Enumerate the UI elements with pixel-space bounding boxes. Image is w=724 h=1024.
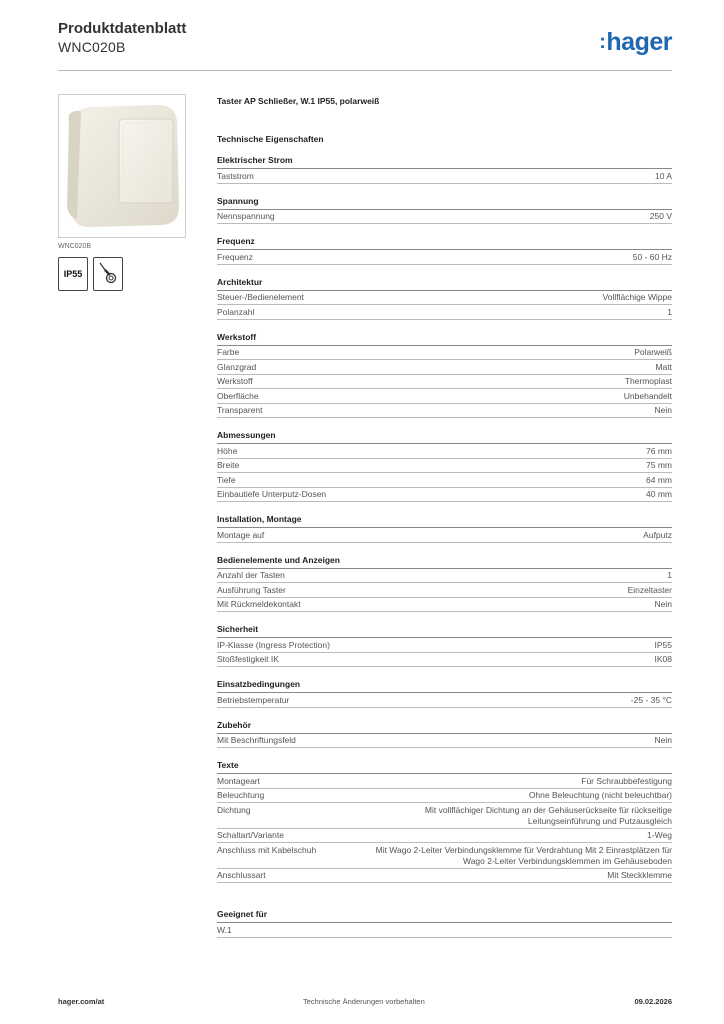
spec-value: Für Schraubbefestigung <box>581 775 672 786</box>
group-title: Elektrischer Strom <box>217 155 672 169</box>
spec-row <box>217 210 672 225</box>
spec-label: Transparent <box>217 405 263 415</box>
spec-label: Mit Beschriftungsfeld <box>217 735 296 745</box>
spec-value: 75 mm <box>646 460 672 470</box>
spec-label: Mit Rückmeldekontakt <box>217 599 301 609</box>
spec-value: 50 - 60 Hz <box>632 251 672 262</box>
spec-group <box>217 155 672 184</box>
spec-value: Mit Steckklemme <box>607 870 672 880</box>
spec-row <box>217 774 672 789</box>
spec-row <box>217 583 672 598</box>
section-title: Technische Eigenschaften <box>217 134 324 144</box>
spec-row <box>217 843 672 869</box>
spec-value: Unbehandelt <box>623 390 672 401</box>
spec-group <box>217 555 672 613</box>
footer-note: Technische Änderungen vorbehalten <box>303 997 425 1006</box>
photo-caption: WNC020B <box>58 243 92 250</box>
spec-content <box>217 95 672 950</box>
spec-groups <box>217 155 672 938</box>
hager-logo <box>599 28 672 58</box>
spec-value: Mit Wago 2-Leiter Verbindungsklemme für Verdrahtung Mit 2 Einrastplätzen für Wago 2-Leiter Verbindungsklemmen im Gehäuseboden <box>375 844 672 866</box>
spec-value: -25 - 35 °C <box>630 694 672 705</box>
spec-label: Beleuchtung <box>217 790 265 800</box>
spec-row <box>217 375 672 390</box>
spec-row <box>217 459 672 474</box>
group-title: Zubehör <box>217 720 672 734</box>
spec-value: Nein <box>654 405 672 415</box>
spec-label: Frequenz <box>217 251 253 262</box>
product-code: WNC020B <box>58 39 126 55</box>
spec-value: Vollflächige Wippe <box>602 292 672 302</box>
spec-label: Höhe <box>217 445 238 456</box>
group-title: Texte <box>217 760 672 774</box>
spec-row <box>217 528 672 543</box>
group-title: Einsatzbedingungen <box>217 679 672 693</box>
spec-value: IP55 <box>654 639 672 650</box>
spec-label: Nennspannung <box>217 211 275 221</box>
ip55-badge: IP55 <box>58 257 88 291</box>
spec-row <box>217 693 672 708</box>
group-title: Sicherheit <box>217 624 672 638</box>
footer-date: 09.02.2026 <box>634 997 672 1006</box>
spec-label: Anschlussart <box>217 870 266 880</box>
spec-label: Betriebstemperatur <box>217 694 290 705</box>
spec-label: W.1 <box>217 924 232 935</box>
spec-group <box>217 760 672 883</box>
group-title: Bedienelemente und Anzeigen <box>217 555 672 569</box>
spec-group <box>217 277 672 320</box>
spec-label: Einbautiefe Unterputz-Dosen <box>217 489 327 499</box>
spec-value: Aufputz <box>643 529 672 540</box>
spec-group <box>217 514 672 543</box>
spec-row <box>217 389 672 404</box>
spec-label: Werkstoff <box>217 376 253 386</box>
spacer <box>217 895 672 909</box>
spec-value: IK08 <box>654 654 672 664</box>
spec-group <box>217 236 672 265</box>
spec-label: Oberfläche <box>217 390 259 401</box>
spec-group <box>217 720 672 749</box>
page-header <box>58 20 672 56</box>
spec-value: 1 <box>667 570 672 580</box>
spec-row <box>217 291 672 306</box>
spec-row <box>217 923 672 938</box>
spec-label: Tiefe <box>217 474 236 485</box>
spec-value: Ohne Beleuchtung (nicht beleuchtbar) <box>528 790 672 800</box>
logo-colon: : <box>599 31 606 53</box>
spec-label: Montageart <box>217 775 260 786</box>
logo-text: hager <box>606 28 672 56</box>
spec-row <box>217 829 672 844</box>
spec-label: Anzahl der Tasten <box>217 570 285 580</box>
group-title: Installation, Montage <box>217 514 672 528</box>
spec-label: Montage auf <box>217 529 265 540</box>
spec-row <box>217 169 672 184</box>
spec-label: Schaltart/Variante <box>217 830 284 840</box>
group-title: Architektur <box>217 277 672 291</box>
spec-row <box>217 360 672 375</box>
spec-value: 10 A <box>654 170 672 181</box>
spec-row <box>217 734 672 749</box>
group-title: Frequenz <box>217 236 672 250</box>
spec-row <box>217 305 672 320</box>
spec-row <box>217 346 672 361</box>
spec-group <box>217 909 672 938</box>
spec-label: Stoßfestigkeit IK <box>217 654 279 664</box>
ring-terminal-icon <box>96 260 120 288</box>
spec-row <box>217 473 672 488</box>
group-title: Werkstoff <box>217 332 672 346</box>
spec-group <box>217 430 672 502</box>
spec-label: Anschluss mit Kabelschuh <box>217 844 317 855</box>
spec-value: 1-Weg <box>647 830 672 840</box>
spec-label: Taststrom <box>217 170 254 181</box>
spec-row <box>217 404 672 419</box>
page-title: Produktdatenblatt <box>58 20 187 37</box>
spec-label: Steuer-/Bedienelement <box>217 292 304 302</box>
spec-label: Farbe <box>217 347 240 357</box>
spec-value: 1 <box>667 306 672 317</box>
spec-row <box>217 638 672 653</box>
spec-label: IP-Klasse (Ingress Protection) <box>217 639 330 650</box>
product-photo <box>58 94 186 238</box>
group-title: Geeignet für <box>217 909 672 923</box>
spec-row <box>217 444 672 459</box>
spec-value: Thermoplast <box>624 376 672 386</box>
spec-value: Matt <box>655 361 672 372</box>
spec-row <box>217 598 672 613</box>
spec-value: Nein <box>654 599 672 609</box>
spec-label: Polanzahl <box>217 306 255 317</box>
spec-value: Nein <box>654 735 672 745</box>
spec-group <box>217 196 672 225</box>
group-title: Abmessungen <box>217 430 672 444</box>
spec-row <box>217 869 672 884</box>
spec-row <box>217 250 672 265</box>
badge-row <box>58 257 123 291</box>
spec-value: 40 mm <box>646 489 672 499</box>
spec-row <box>217 803 672 829</box>
spec-label: Dichtung <box>217 804 251 815</box>
spec-label: Breite <box>217 460 240 470</box>
spec-group <box>217 624 672 667</box>
spec-value: 250 V <box>649 211 672 221</box>
footer-website[interactable]: hager.com/at <box>58 997 105 1006</box>
spec-value: Polarweiß <box>634 347 672 357</box>
spec-row <box>217 488 672 503</box>
spec-row <box>217 569 672 584</box>
spec-value: 64 mm <box>646 474 672 485</box>
spec-label: Glanzgrad <box>217 361 257 372</box>
spec-row <box>217 789 672 804</box>
spec-value: Einzeltaster <box>627 584 672 595</box>
spec-value: Mit vollflächiger Dichtung an der Gehäuserückseite für rückseitige Leitungseinführung und Putzausgleich <box>424 804 672 826</box>
ring-terminal-badge <box>93 257 123 291</box>
switch-image <box>59 95 185 237</box>
spec-group <box>217 679 672 708</box>
product-title: Taster AP Schließer, W.1 IP55, polarweiß <box>217 96 380 106</box>
spec-label: Ausführung Taster <box>217 584 286 595</box>
spec-value: 76 mm <box>646 445 672 456</box>
spec-row <box>217 653 672 668</box>
header-divider <box>58 70 672 71</box>
spec-group <box>217 332 672 419</box>
group-title: Spannung <box>217 196 672 210</box>
